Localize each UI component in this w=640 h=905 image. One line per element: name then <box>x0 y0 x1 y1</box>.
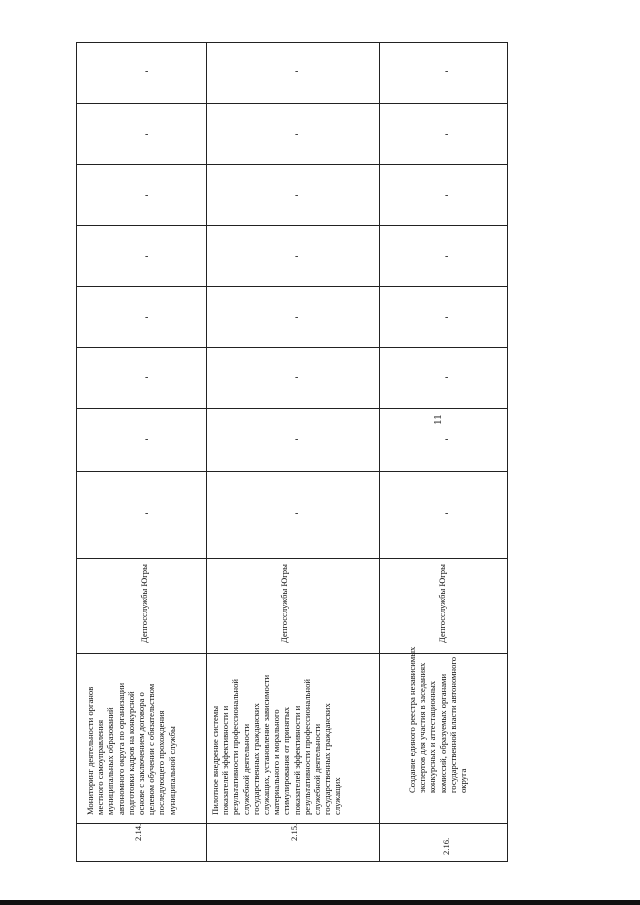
value-dash: - <box>295 190 299 201</box>
measure-text: Создание единого реестра независимых экспертов для участия в заседаниях конкурсных и аттестационных комиссий, образуемых органами государственной власти автономного округа <box>407 646 469 793</box>
column-divider <box>77 347 507 348</box>
column-divider <box>77 558 507 559</box>
column-divider <box>77 164 507 165</box>
column-divider <box>77 286 507 287</box>
scan-edge <box>0 900 640 905</box>
measure-text: Мониторинг деятельности органов местного самоуправления муниципальных образований автономного округа по организации подготовки кадров на конкурсной основе с заключением договора о целевом обучении с обязательством последующего прохождения муниципальной службы <box>85 682 177 815</box>
row-number: 2.15. <box>289 823 299 841</box>
executor-text: Депгосслужбы Югры <box>437 564 447 643</box>
executor-text: Депгосслужбы Югры <box>139 564 149 643</box>
value-dash: - <box>145 66 149 77</box>
page-number: 11 <box>432 414 444 425</box>
value-dash: - <box>295 66 299 77</box>
value-dash: - <box>295 251 299 262</box>
value-dash: - <box>145 508 149 519</box>
measure-text: Пилотное внедрение системы показателей эффективности и результативности профессиональной служебной деятельности государственных гражданских служащих, установление зависимости материального и морального стимулирования от принятых показателей эффективности и результативности профессиональной служебной деятельности государственных гражданских служащих <box>210 674 343 815</box>
value-dash: - <box>445 508 449 519</box>
value-dash: - <box>145 251 149 262</box>
value-dash: - <box>295 372 299 383</box>
value-dash: - <box>445 251 449 262</box>
value-dash: - <box>145 129 149 140</box>
value-dash: - <box>145 434 149 445</box>
value-dash: - <box>295 129 299 140</box>
column-divider <box>77 103 507 104</box>
value-dash: - <box>145 312 149 323</box>
column-divider <box>77 225 507 226</box>
value-dash: - <box>445 372 449 383</box>
column-divider <box>77 408 507 409</box>
value-dash: - <box>145 190 149 201</box>
row-number: 2.16. <box>441 837 451 855</box>
value-dash: - <box>445 434 449 445</box>
row-divider <box>379 43 380 861</box>
value-dash: - <box>445 312 449 323</box>
program-table <box>76 42 508 862</box>
value-dash: - <box>295 312 299 323</box>
value-dash: - <box>445 66 449 77</box>
row-number: 2.14. <box>133 823 143 841</box>
value-dash: - <box>445 190 449 201</box>
executor-text: Депгосслужбы Югры <box>279 564 289 643</box>
value-dash: - <box>145 372 149 383</box>
value-dash: - <box>295 434 299 445</box>
column-divider <box>77 471 507 472</box>
row-divider <box>206 43 207 861</box>
value-dash: - <box>295 508 299 519</box>
value-dash: - <box>445 129 449 140</box>
